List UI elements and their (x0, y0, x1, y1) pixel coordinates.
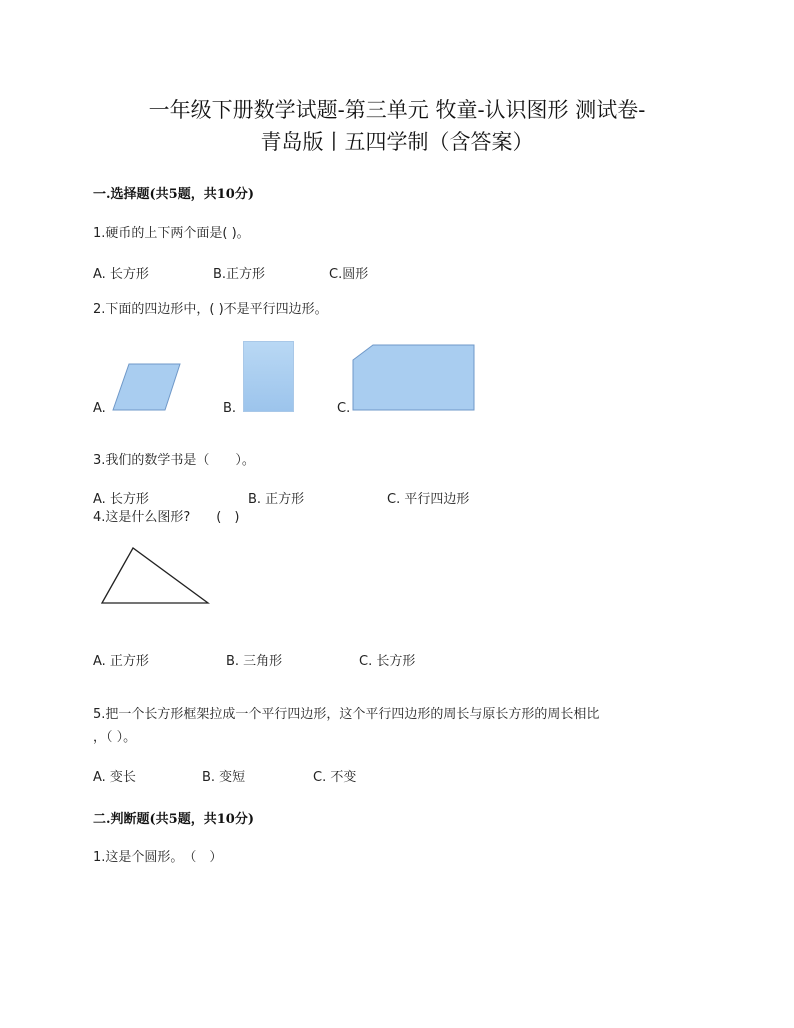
question-1-option-c: C.圆形 (329, 267, 369, 282)
question-3-text: 3.我们的数学书是（ ）。 (93, 453, 255, 468)
section-heading-choice: 一.选择题(共5题，共10分) (93, 187, 254, 202)
question-2-label-b: B. (223, 401, 237, 416)
question-4-option-a: A. 正方形 (93, 654, 149, 669)
question-5-option-b: B. 变短 (202, 770, 246, 785)
page-title-line2: 青岛版丨五四学制（含答案） (260, 130, 534, 154)
question-3-option-c: C. 平行四边形 (387, 492, 470, 507)
question-5-text-line1: 5.把一个长方形框架拉成一个平行四边形，这个平行四边形的周长与原长方形的周长相比 (93, 707, 600, 722)
question-3-option-b: B. 正方形 (248, 492, 305, 507)
page-title-line1: 一年级下册数学试题-第三单元 牧童-认识图形 测试卷- (148, 98, 646, 122)
rectangle-figure (243, 341, 295, 413)
question-2-label-c: C. (337, 401, 351, 416)
cut-corner-rectangle-figure (352, 344, 478, 414)
question-1-text: 1.硬币的上下两个面是( )。 (93, 226, 250, 241)
question-5-option-a: A. 变长 (93, 770, 136, 785)
judgment-1-text: 1.这是个圆形。 （ ） (93, 850, 223, 865)
question-4-option-c: C. 长方形 (359, 654, 416, 669)
question-3-option-a: A. 长方形 (93, 492, 149, 507)
question-1-option-a: A. 长方形 (93, 267, 149, 282)
question-2-text: 2.下面的四边形中，( )不是平行四边形。 (93, 302, 328, 317)
parallelogram-figure (110, 362, 190, 412)
question-4-text: 4.这是什么图形? ( ) (93, 510, 240, 525)
question-5-text-line2: ，（ ）。 (93, 730, 137, 745)
question-2-label-a: A. (93, 401, 106, 416)
question-1-option-b: B.正方形 (213, 267, 266, 282)
triangle-figure (100, 546, 212, 606)
section-heading-judgment: 二.判断题(共5题，共10分) (93, 812, 254, 827)
question-4-option-b: B. 三角形 (226, 654, 283, 669)
question-5-option-c: C. 不变 (313, 770, 357, 785)
